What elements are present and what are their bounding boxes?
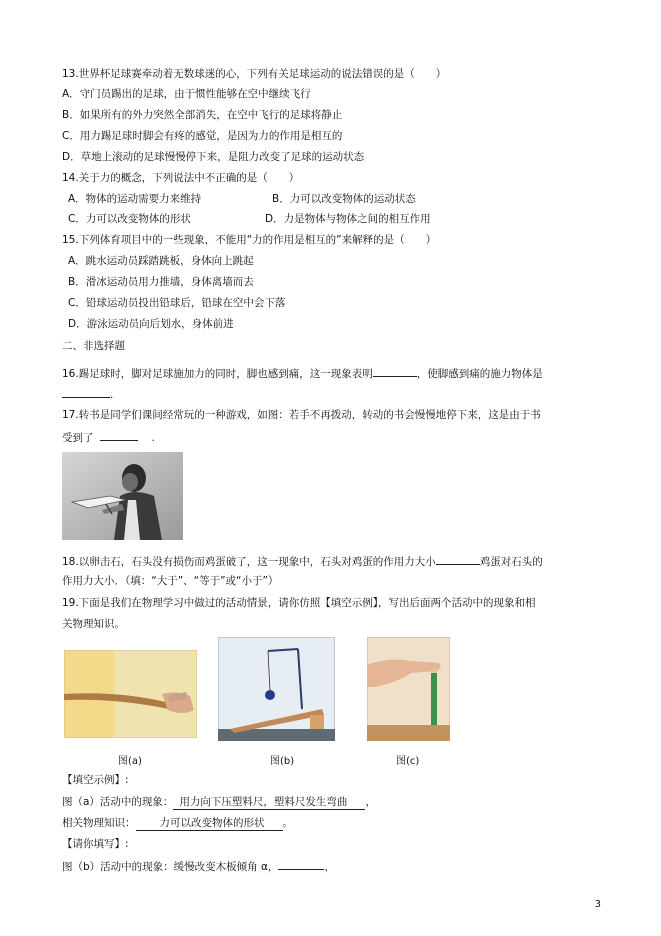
q17-line2: [62, 429, 155, 445]
figure-c-pencil-finger: [367, 637, 450, 741]
q15-option-c: C．铅球运动员投出铅球后，铅球在空中会下落: [68, 297, 286, 309]
example-a-answer: 用力向下压塑料尺，塑料尺发生弯曲: [173, 795, 365, 810]
q13-option-b: B．如果所有的外力突然全部消失，在空中飞行的足球将静止: [62, 109, 343, 121]
figure-b-plumb-line-incline: [218, 637, 335, 741]
q16-blank2[interactable]: [62, 386, 110, 398]
example-a-end: ，: [365, 796, 376, 808]
example-heading: 【填空示例】:: [62, 774, 129, 786]
q18-text-part2: 鸡蛋对石头的: [479, 556, 543, 568]
figure-a-ruler-bending: [64, 650, 197, 738]
page-number: 3: [594, 899, 601, 910]
q15-option-d: D．游泳运动员向后划水，身体前进: [68, 318, 234, 330]
fill-b-end: ，: [324, 861, 335, 873]
q18-text-part1: 18.以卵击石，石头没有损伤而鸡蛋破了，这一现象中，石头对鸡蛋的作用力大小: [62, 556, 436, 568]
q17-blank[interactable]: [100, 429, 138, 441]
q19-line1: 19.下面是我们在物理学习中做过的活动情景，请你仿照【填空示例】，写出后面两个活动中的现象和相: [62, 597, 536, 609]
figure-b-caption: 图(b): [270, 756, 295, 767]
q13-stem: 13.世界杯足球赛牵动着无数球迷的心，下列有关足球运动的说法错误的是（ ）: [62, 68, 447, 80]
q13-option-a: A．守门员踢出的足球，由于惯性能够在空中继续飞行: [62, 88, 311, 100]
q18-line1: [62, 553, 543, 569]
q17-line1: 17.转书是同学们课间经常玩的一种游戏，如图：若手不再拨动，转动的书会慢慢地停下来，这是由于书: [62, 409, 541, 421]
fill-heading: 【请你填写】:: [62, 838, 129, 850]
q19-line2: 关物理知识。: [62, 618, 125, 630]
q18-blank[interactable]: [436, 553, 480, 565]
q16-blank1[interactable]: [373, 365, 417, 377]
q16-end: .: [110, 389, 114, 401]
q16-text-part2: ，使脚感到痛的施力物体是: [416, 368, 543, 380]
q14-option-c: C．力可以改变物体的形状: [68, 213, 191, 225]
example-knowledge-label: 相关物理知识：: [62, 817, 136, 829]
book-spinning-photo: [62, 452, 183, 540]
q15-option-b: B．滑冰运动员用力推墙，身体离墙而去: [68, 276, 254, 288]
example-knowledge-end: 。: [282, 817, 293, 829]
q15-option-a: A．跳水运动员踩踏跳板，身体向上跳起: [68, 255, 254, 267]
example-a-line: [62, 795, 376, 810]
section-heading: 二、非选择题: [62, 340, 125, 352]
q17-text: 受到了: [62, 432, 94, 444]
example-a-label: 图（a）活动中的现象：: [62, 796, 174, 808]
fill-b-blank[interactable]: [278, 858, 324, 870]
q14-stem: 14.关于力的概念，下列说法中不正确的是（ ）: [62, 172, 300, 184]
example-knowledge-line: [62, 816, 293, 831]
q14-option-a: A．物体的运动需要力来维持: [68, 193, 202, 205]
figure-c-caption: 图(c): [396, 756, 420, 767]
q16-line2: [62, 386, 113, 402]
figure-a-caption: 图(a): [118, 756, 142, 767]
q15-stem: 15.下列体育项目中的一些现象，不能用“力的作用是相互的”来解释的是（ ）: [62, 234, 437, 246]
q14-option-b: B．力可以改变物体的运动状态: [272, 193, 416, 205]
q16-text-part1: 16.踢足球时，脚对足球施加力的同时，脚也感到痛，这一现象表明: [62, 368, 373, 380]
q17-end: .: [151, 432, 155, 444]
example-knowledge-answer: 力可以改变物体的形状: [136, 816, 283, 831]
q16-line1: [62, 365, 543, 381]
q18-line2: 作用力大小．（填：“大于”、“等于”或“小于”）: [62, 575, 279, 587]
fill-b-line: [62, 858, 335, 874]
q14-option-d: D．力是物体与物体之间的相互作用: [265, 213, 431, 225]
q13-option-c: C．用力踢足球时脚会有疼的感觉，是因为力的作用是相互的: [62, 130, 343, 142]
q13-option-d: D．草地上滚动的足球慢慢停下来，是阻力改变了足球的运动状态: [62, 151, 365, 163]
fill-b-label: 图（b）活动中的现象：缓慢改变木板倾角 α，: [62, 861, 279, 873]
